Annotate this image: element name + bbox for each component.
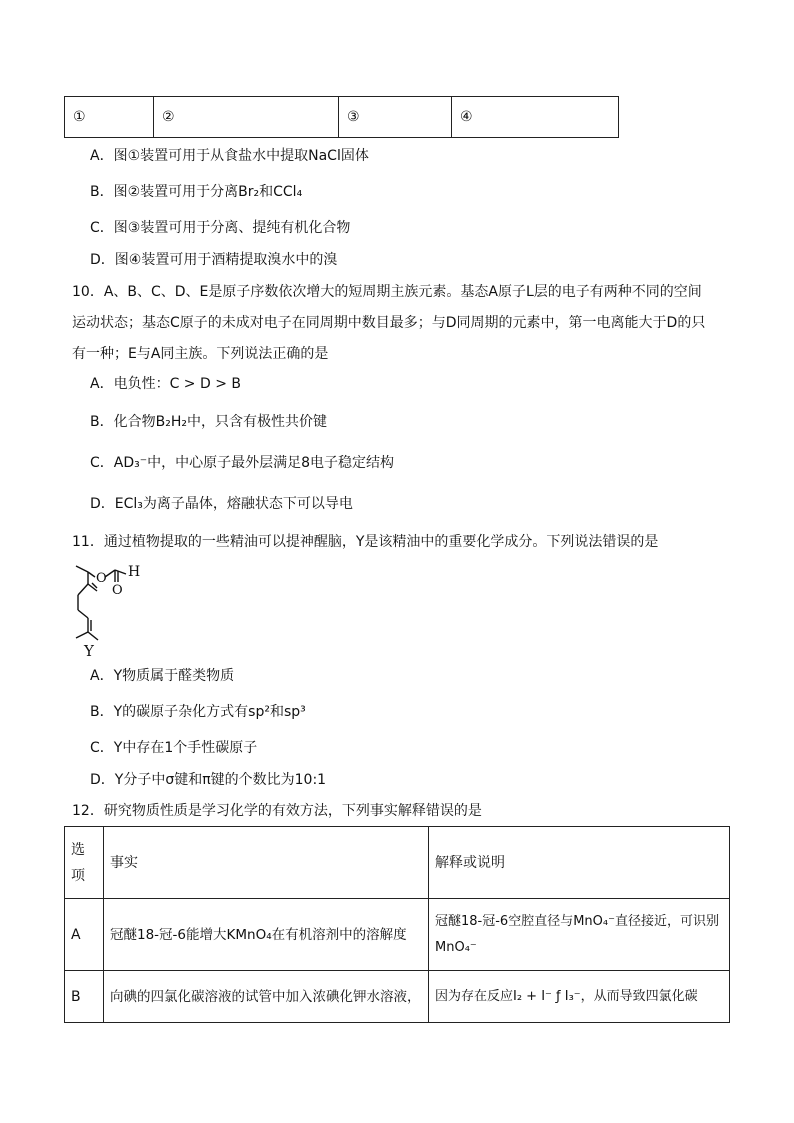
row-a-explain: 冠醚18-冠-6空腔直径与MnO₄⁻直径接近，可识别MnO₄⁻ [429, 899, 730, 971]
apparatus-label-3: ③ [339, 97, 452, 138]
q10-stem-line-1: 10．A、B、C、D、E是原子序数依次增大的短周期主族元素。基态A原子L层的电子有两种不同的空间 [72, 284, 702, 300]
structure-label-y: Y [84, 642, 94, 660]
q9-option-b: B．图②装置可用于分离Br₂和CCl₄ [90, 184, 303, 200]
row-b-fact: 向碘的四氯化碳溶液的试管中加入浓碘化钾水溶液， [104, 971, 429, 1023]
table-row [65, 899, 730, 971]
ring-oxygen-label: O [96, 571, 107, 586]
q11-option-d: D．Y分子中σ键和π键的个数比为10:1 [90, 772, 327, 788]
apparatus-label-2: ② [154, 97, 339, 138]
q10-stem-line-3: 有一种；E与A同主族。下列说法正确的是 [72, 346, 329, 362]
q11-option-a: A．Y物质属于醛类物质 [90, 668, 235, 684]
q9-option-a: A．图①装置可用于从食盐水中提取NaCl固体 [90, 148, 369, 164]
row-b-explain: 因为存在反应I₂ + I⁻ ƒ I₃⁻，从而导致四氯化碳 [429, 971, 730, 1023]
apparatus-label-1: ① [65, 97, 154, 138]
q11-stem: 11．通过植物提取的一些精油可以提神醒脑，Y是该精油中的重要化学成分。下列说法错误的是 [72, 534, 659, 550]
apparatus-label-4: ④ [452, 97, 619, 138]
q10-stem-line-2: 运动状态；基态C原子的未成对电子在同周期中数目最多；与D同周期的元素中，第一电离能大于D的只 [72, 315, 706, 331]
header-option: 选项 [65, 827, 104, 899]
carbonyl-oxygen-label: O [112, 583, 123, 598]
q10-option-c: C．AD₃⁻中，中心原子最外层满足8电子稳定结构 [90, 455, 395, 471]
q10-option-d: D．ECl₃为离子晶体，熔融状态下可以导电 [90, 496, 353, 512]
header-explain: 解释或说明 [429, 827, 730, 899]
table-row [65, 971, 730, 1023]
q9-option-d: D．图④装置可用于酒精提取溴水中的溴 [90, 252, 338, 268]
q11-option-b: B．Y的碳原子杂化方式有sp²和sp³ [90, 704, 306, 720]
row-a-fact: 冠醚18-冠-6能增大KMnO₄在有机溶剂中的溶解度 [104, 899, 429, 971]
facts-table [64, 826, 730, 1023]
row-a-option: A [65, 899, 104, 971]
q10-option-b: B．化合物B₂H₂中，只含有极性共价键 [90, 414, 327, 430]
q9-option-c: C．图③装置可用于分离、提纯有机化合物 [90, 220, 351, 236]
structure-y-diagram [60, 560, 160, 660]
apparatus-label-table [64, 96, 619, 138]
q10-option-a: A．电负性：C > D > B [90, 376, 241, 392]
q11-option-c: C．Y中存在1个手性碳原子 [90, 740, 258, 756]
hydrogen-label: H [128, 564, 141, 580]
header-fact: 事实 [104, 827, 429, 899]
row-b-option: B [65, 971, 104, 1023]
q12-stem: 12．研究物质性质是学习化学的有效方法，下列事实解释错误的是 [72, 803, 482, 819]
